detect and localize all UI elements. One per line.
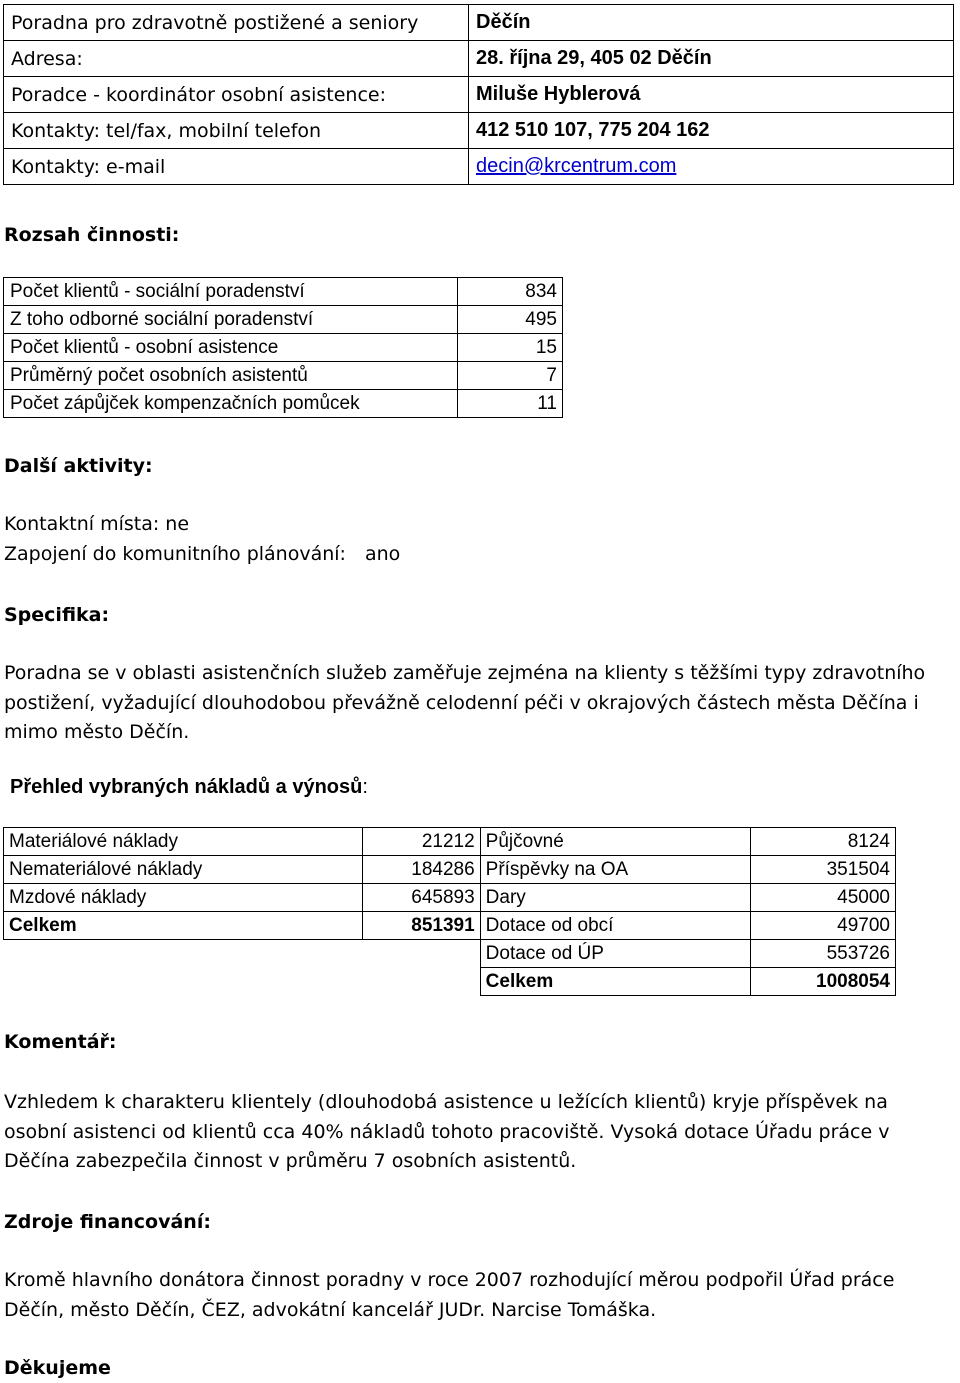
revenue-label: Půjčovné bbox=[480, 828, 751, 856]
zapojeni-label: Zapojení do komunitního plánování: bbox=[4, 543, 346, 565]
info-table bbox=[3, 4, 954, 185]
revenue-value: 49700 bbox=[751, 912, 896, 940]
cost-label: Mzdové náklady bbox=[4, 884, 363, 912]
revenue-value: 351504 bbox=[751, 856, 896, 884]
stats-label: Počet zápůjček kompenzačních pomůcek bbox=[4, 390, 458, 418]
revenue-label: Dotace od obcí bbox=[480, 912, 751, 940]
revenue-value: 8124 bbox=[751, 828, 896, 856]
section-heading-rozsah: Rozsah činnosti: bbox=[4, 224, 180, 246]
empty-cell bbox=[363, 968, 481, 996]
info-label: Adresa: bbox=[4, 41, 469, 77]
section-heading-prehled bbox=[10, 776, 368, 799]
table-row bbox=[4, 362, 563, 390]
table-row bbox=[4, 306, 563, 334]
revenue-value: 553726 bbox=[751, 940, 896, 968]
revenue-value: 45000 bbox=[751, 884, 896, 912]
empty-cell bbox=[4, 940, 363, 968]
cost-total-label: Celkem bbox=[4, 912, 363, 940]
stats-table bbox=[3, 277, 563, 418]
info-value: Děčín bbox=[469, 5, 954, 41]
komentar-text: Vzhledem k charakteru klientely (dlouhodobá asistence u ležících klientů) kryje příspěvek na osobní asistenci od klientů cca 40% nákladů tohoto pracoviště. Vysoká dotace Úřadu práce v Děčína zabezpečila činnost v průměru 7 osobních asistentů. bbox=[4, 1091, 890, 1172]
info-row bbox=[4, 149, 954, 185]
costs-table bbox=[3, 827, 896, 996]
stats-value: 834 bbox=[457, 278, 562, 306]
table-row bbox=[4, 884, 896, 912]
stats-value: 495 bbox=[457, 306, 562, 334]
empty-cell bbox=[4, 968, 363, 996]
kontaktni-mista: Kontaktní místa: ne bbox=[4, 513, 190, 535]
zdroje-text: Kromě hlavního donátora činnost poradny v roce 2007 rozhodující měrou podpořil Úřad práce Děčín, město Děčín, ČEZ, advokátní kancelář JUDr. Narcise Tomáška. bbox=[4, 1269, 895, 1321]
section-heading-specifika: Specifika: bbox=[4, 604, 110, 626]
cost-value: 645893 bbox=[363, 884, 481, 912]
revenue-total-value: 1008054 bbox=[751, 968, 896, 996]
email-link[interactable]: decin@krcentrum.com bbox=[476, 155, 677, 177]
table-row bbox=[4, 828, 896, 856]
revenue-label: Dotace od ÚP bbox=[480, 940, 751, 968]
section-heading-komentar: Komentář: bbox=[4, 1031, 117, 1053]
cost-label: Materiálové náklady bbox=[4, 828, 363, 856]
info-row bbox=[4, 113, 954, 149]
info-row bbox=[4, 77, 954, 113]
stats-label: Průměrný počet osobních asistentů bbox=[4, 362, 458, 390]
stats-value: 15 bbox=[457, 334, 562, 362]
info-label: Poradna pro zdravotně postižené a seniory bbox=[4, 5, 469, 41]
revenue-label: Příspěvky na OA bbox=[480, 856, 751, 884]
cost-total-value: 851391 bbox=[363, 912, 481, 940]
section-heading-dalsi: Další aktivity: bbox=[4, 455, 153, 477]
table-row bbox=[4, 968, 896, 996]
table-row bbox=[4, 856, 896, 884]
info-value: 28. října 29, 405 02 Děčín bbox=[469, 41, 954, 77]
revenue-total-label: Celkem bbox=[480, 968, 751, 996]
table-row bbox=[4, 390, 563, 418]
cost-label: Nemateriálové náklady bbox=[4, 856, 363, 884]
stats-label: Z toho odborné sociální poradenství bbox=[4, 306, 458, 334]
info-value: Miluše Hyblerová bbox=[469, 77, 954, 113]
empty-cell bbox=[363, 940, 481, 968]
table-row bbox=[4, 334, 563, 362]
table-row bbox=[4, 278, 563, 306]
info-label: Poradce - koordinátor osobní asistence: bbox=[4, 77, 469, 113]
table-row bbox=[4, 912, 896, 940]
revenue-label: Dary bbox=[480, 884, 751, 912]
prehled-title: Přehled vybraných nákladů a výnosů bbox=[10, 776, 363, 798]
specifika-text: Poradna se v oblasti asistenčních služeb zaměřuje zejména na klienty s těžšími typy zdravotního postižení, vyžadující dlouhodobou převážně celodenní péči v okrajových částech města Děčína i mimo město Děčín. bbox=[4, 662, 926, 743]
prehled-colon: : bbox=[362, 776, 368, 798]
section-heading-zdroje: Zdroje financování: bbox=[4, 1211, 211, 1233]
stats-value: 11 bbox=[457, 390, 562, 418]
info-row bbox=[4, 41, 954, 77]
stats-label: Počet klientů - osobní asistence bbox=[4, 334, 458, 362]
table-row bbox=[4, 940, 896, 968]
stats-value: 7 bbox=[457, 362, 562, 390]
closing-thanks: Děkujeme bbox=[4, 1357, 111, 1379]
cost-value: 21212 bbox=[363, 828, 481, 856]
info-row bbox=[4, 5, 954, 41]
zapojeni-value: ano bbox=[365, 543, 401, 565]
info-value: 412 510 107, 775 204 162 bbox=[469, 113, 954, 149]
cost-value: 184286 bbox=[363, 856, 481, 884]
stats-label: Počet klientů - sociální poradenství bbox=[4, 278, 458, 306]
info-label: Kontakty: tel/fax, mobilní telefon bbox=[4, 113, 469, 149]
info-label: Kontakty: e-mail bbox=[4, 149, 469, 185]
info-value bbox=[469, 149, 954, 185]
